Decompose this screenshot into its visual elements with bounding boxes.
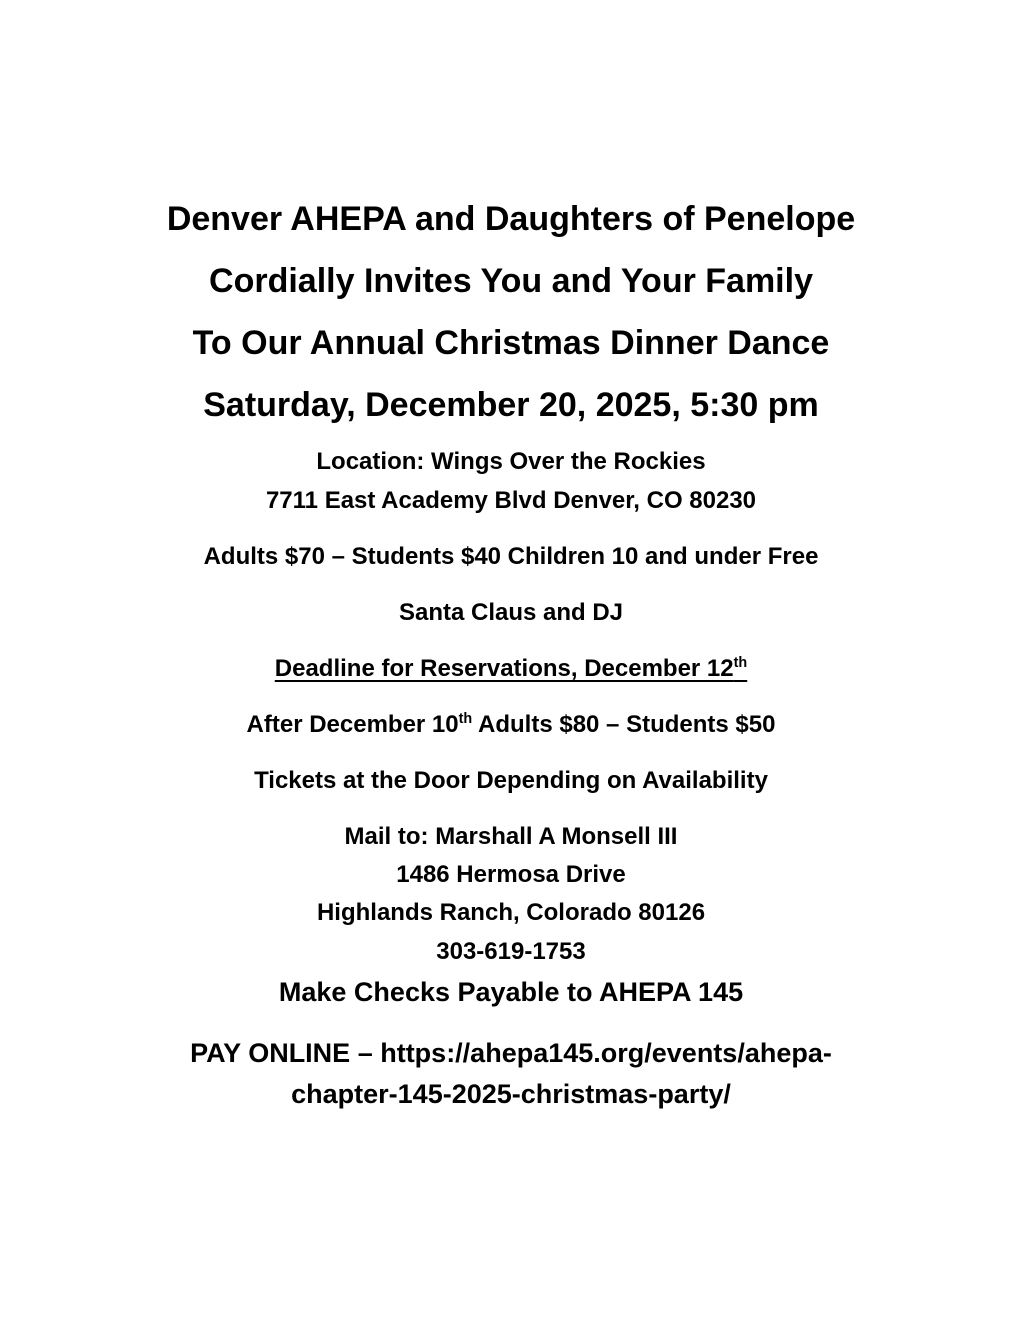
door-tickets: Tickets at the Door Depending on Availability	[254, 767, 768, 794]
heading-line-1: Denver AHEPA and Daughters of Penelope	[166, 200, 856, 238]
heading-line-3: To Our Annual Christmas Dinner Dance	[192, 324, 830, 362]
entertainment: Santa Claus and DJ	[398, 599, 624, 626]
deadline-suffix: th	[733, 655, 748, 671]
mail-street: 1486 Hermosa Drive	[396, 861, 626, 888]
deadline-text: Deadline for Reservations, December 12	[274, 655, 734, 682]
reservation-deadline	[0, 655, 1022, 683]
heading-line-2: Cordially Invites You and Your Family	[209, 262, 813, 300]
event-date-time: Saturday, December 20, 2025, 5:30 pm	[203, 386, 819, 424]
late-pricing-suffix: th	[458, 711, 473, 727]
mail-phone: 303-619-1753	[436, 938, 586, 965]
location-address: 7711 East Academy Blvd Denver, CO 80230	[265, 487, 757, 514]
checks-payable: Make Checks Payable to AHEPA 145	[278, 977, 744, 1007]
ticket-pricing: Adults $70 – Students $40 Children 10 and under Free	[203, 543, 819, 570]
late-pricing-after: Adults $80 – Students $50	[472, 711, 776, 738]
mail-city: Highlands Ranch, Colorado 80126	[316, 899, 706, 926]
location-name: Location: Wings Over the Rockies	[316, 448, 706, 475]
mail-to-name: Mail to: Marshall A Monsell III	[344, 823, 678, 850]
deadline-text-wrap	[275, 655, 747, 682]
pay-online-line-2: chapter-145-2025-christmas-party/	[291, 1079, 731, 1109]
late-pricing-before: After December 10	[246, 711, 459, 738]
pay-online-line-1: PAY ONLINE – https://ahepa145.org/events/ahepa-	[190, 1038, 832, 1068]
late-pricing	[0, 711, 1022, 739]
